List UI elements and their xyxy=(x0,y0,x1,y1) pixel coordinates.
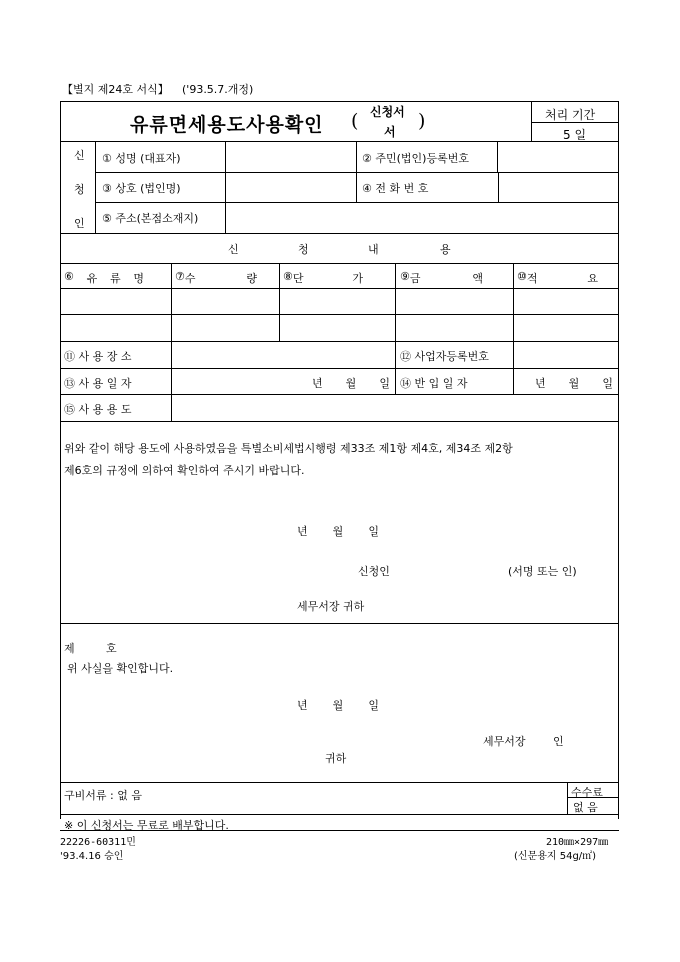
applicant-signature-label: 신청인 xyxy=(358,565,390,578)
usage-line-1 xyxy=(60,368,619,369)
request-addressee: 세무서장 귀하 xyxy=(297,600,365,613)
paper-size: 210㎜×297㎜ xyxy=(546,837,609,848)
processing-period-value: 5 일 xyxy=(563,128,587,142)
fee-value: 없 음 xyxy=(573,801,598,814)
title-sub-application: 신청서 xyxy=(370,105,405,119)
revision-date-label: ('93.5.7.개정) xyxy=(182,83,254,96)
column-header-oil-name: ⑥ 유 류 명 xyxy=(64,270,144,285)
form-right-border xyxy=(618,101,619,819)
item-row-2-oil-name-field[interactable] xyxy=(62,316,169,339)
usage-label-divider xyxy=(171,341,172,421)
phone-number-label: ④ 전 화 번 호 xyxy=(362,182,429,195)
form-top-border xyxy=(60,101,619,102)
applicant-label-divider xyxy=(225,141,226,233)
applicant-id-divider xyxy=(497,141,498,172)
details-title-char-4: 용 xyxy=(440,243,451,256)
column-header-unit-price: ⑧ 단 가 xyxy=(283,270,363,285)
item-row-1-unit-price-field[interactable] xyxy=(281,290,393,312)
phone-number-field[interactable] xyxy=(501,174,615,200)
item-row-1-oil-name-field[interactable] xyxy=(62,290,169,312)
usage-purpose-field[interactable] xyxy=(173,396,616,419)
item-row-2-amount-field[interactable] xyxy=(397,316,511,339)
confirm-statement: 위 사실을 확인합니다. xyxy=(67,662,174,675)
registration-number-label: ② 주민(법인)등록번호 xyxy=(362,152,469,165)
item-header-bottom-line xyxy=(60,288,619,289)
applicant-mid-divider xyxy=(356,141,357,202)
business-number-label: ⑫ 사업자등록번호 xyxy=(400,350,489,363)
usage-place-label: ⑪ 사 용 장 소 xyxy=(64,350,132,363)
applicant-bottom-line xyxy=(60,233,619,234)
item-table-bottom-line xyxy=(60,341,619,342)
signature-or-seal-label: (서명 또는 인) xyxy=(508,565,577,578)
confirm-number-prefix: 제 xyxy=(64,642,75,655)
title-paren-close: ) xyxy=(418,110,426,132)
address-label: ⑤ 주소(본점소재지) xyxy=(102,212,199,225)
business-number-field[interactable] xyxy=(515,343,616,366)
form-number-label: 【별지 제24호 서식】 xyxy=(62,83,169,96)
registration-number-field[interactable] xyxy=(500,143,615,170)
item-row-1-amount-field[interactable] xyxy=(397,290,511,312)
company-name-label: ③ 상호 (법인명) xyxy=(102,182,181,195)
name-field[interactable] xyxy=(228,143,353,170)
details-title-char-2: 청 xyxy=(298,243,309,256)
fee-label: 수수료 xyxy=(571,786,603,799)
paper-type: (신문용지 54g/㎡) xyxy=(514,851,597,862)
free-distribution-note: ※ 이 신청서는 무료로 배부합니다. xyxy=(64,819,229,832)
item-col-divider-1 xyxy=(171,263,172,341)
details-title-char-3: 내 xyxy=(368,243,379,256)
applicant-side-char-3: 인 xyxy=(74,217,85,230)
applicant-side-char-1: 신 xyxy=(74,149,85,162)
column-header-quantity: ⑦ 수 량 xyxy=(175,270,257,285)
usage-bottom-line xyxy=(60,421,619,422)
approval-date: '93.4.16 승인 xyxy=(60,851,124,862)
official-seal-label: 인 xyxy=(553,735,564,748)
applicant-line-2 xyxy=(95,202,619,203)
column-header-amount: ⑨ 금 액 xyxy=(400,270,483,285)
item-row-2-unit-price-field[interactable] xyxy=(281,316,393,339)
footer-inner-line xyxy=(60,814,619,815)
return-date-label: ⑭ 반 입 일 자 xyxy=(400,377,468,390)
form-title: 유류면세용도사용확인 xyxy=(130,114,324,136)
request-date: 년 월 일 xyxy=(297,525,379,538)
confirm-addressee: 귀하 xyxy=(325,752,347,765)
form-bottom-border xyxy=(60,830,619,831)
form-left-border xyxy=(60,101,61,819)
processing-period-label: 처리 기간 xyxy=(545,108,596,122)
name-label: ① 성명 (대표자) xyxy=(102,152,181,165)
request-statement-line-1: 위와 같이 해당 용도에 사용하였음을 특별소비세법시행령 제33조 제1항 제4호, 제34조 제2항 xyxy=(64,442,513,455)
confirm-bottom-line xyxy=(60,782,619,783)
item-row-1-remarks-field[interactable] xyxy=(515,290,616,312)
usage-line-2 xyxy=(60,394,619,395)
title-sub-form: 서 xyxy=(384,125,396,139)
item-row-2-quantity-field[interactable] xyxy=(173,316,277,339)
tax-office-chief-label: 세무서장 xyxy=(483,735,526,748)
usage-date-label: ⑬ 사 용 일 자 xyxy=(64,377,132,390)
company-name-field[interactable] xyxy=(228,174,353,200)
applicant-line-1 xyxy=(95,172,619,173)
usage-date-ymd: 년 월 일 xyxy=(312,377,390,390)
applicant-side-divider xyxy=(95,141,96,233)
form-code: 22226-60311민 xyxy=(60,837,136,848)
item-col-divider-4 xyxy=(513,263,514,341)
details-title-char-1: 신 xyxy=(228,243,239,256)
address-field[interactable] xyxy=(228,204,615,231)
applicant-side-char-2: 청 xyxy=(74,183,85,196)
confirm-number-suffix: 호 xyxy=(106,642,117,655)
column-header-remarks: ⑩ 적 요 xyxy=(517,270,598,285)
usage-place-field[interactable] xyxy=(173,343,393,366)
item-col-divider-3 xyxy=(395,263,396,341)
title-paren-open: ( xyxy=(351,110,359,132)
return-date-ymd: 년 월 일 xyxy=(535,377,613,390)
request-statement-line-2: 제6호의 규정에 의하여 확인하여 주시기 바랍니다. xyxy=(64,464,305,477)
required-documents-label: 구비서류 : 없 음 xyxy=(64,789,142,802)
details-title-bottom-line xyxy=(60,263,619,264)
applicant-phone-divider xyxy=(498,172,499,202)
item-row-2-remarks-field[interactable] xyxy=(515,316,616,339)
request-bottom-line xyxy=(60,623,619,624)
fee-box-divider xyxy=(567,782,568,814)
item-row-line xyxy=(60,314,619,315)
item-col-divider-2 xyxy=(279,263,280,341)
confirm-date: 년 월 일 xyxy=(297,699,379,712)
item-row-1-quantity-field[interactable] xyxy=(173,290,277,312)
processing-divider xyxy=(531,101,532,141)
title-bottom-line xyxy=(60,141,619,142)
usage-purpose-label: ⑮ 사 용 용 도 xyxy=(64,403,132,416)
